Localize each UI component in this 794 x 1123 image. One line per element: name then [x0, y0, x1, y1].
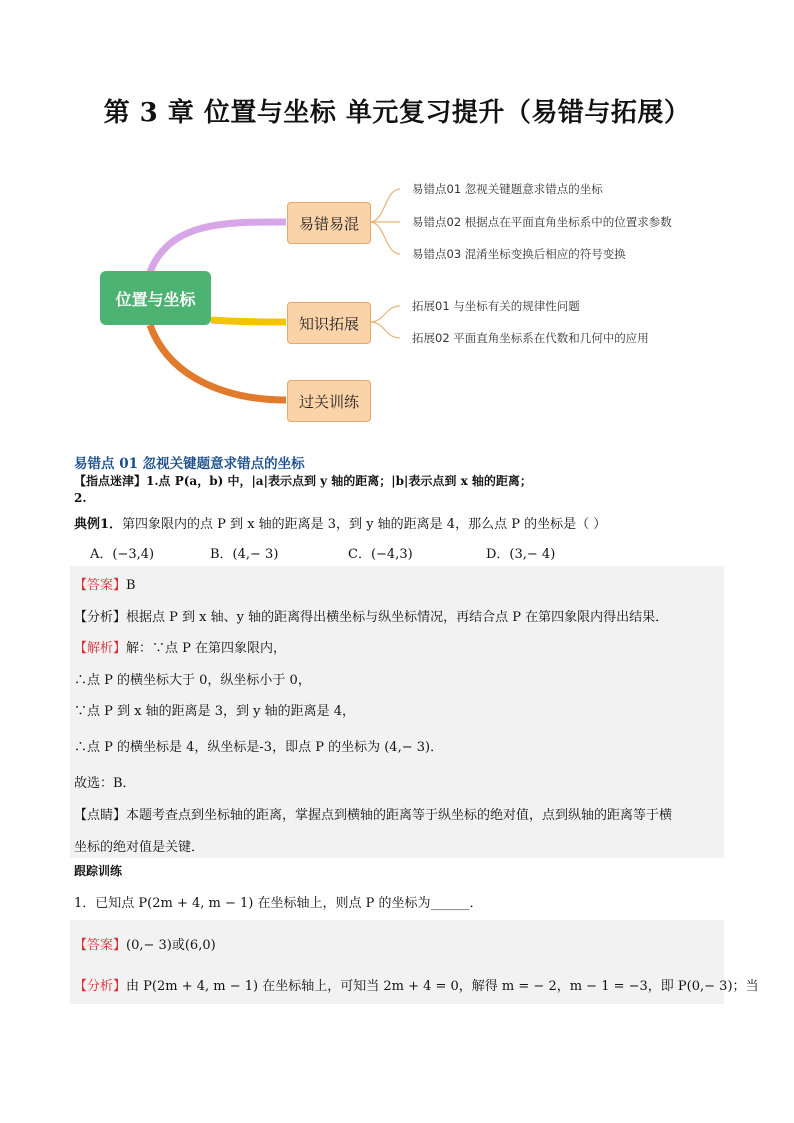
tip-text: 1.点 P(a，b) 中，|a|表示点到 y 轴的距离；|b|表示点到 x 轴的距离；: [146, 474, 532, 488]
mind-map-leaf: 易错点01 忽视关键题意求错点的坐标: [412, 182, 603, 196]
choice-b: B．(4,− 3): [210, 547, 279, 562]
mind-map-leaf: 易错点02 根据点在平面直角坐标系中的位置求参数: [412, 215, 672, 229]
solution-line-5: 故选：B．: [74, 776, 136, 791]
connector-leaf-4: [370, 306, 400, 322]
practice-answer-line: [74, 934, 216, 953]
page-title: 第 3 章 位置与坐标 单元复习提升（易错与拓展）: [103, 98, 691, 128]
choice-a: A．(−3,4): [90, 547, 155, 562]
tip-tag: 【指点迷津】: [74, 474, 147, 488]
section-heading: 易错点 01 忽视关键题意求错点的坐标: [74, 456, 305, 472]
connector-leaf-1: [370, 189, 400, 222]
mind-map-leaf: 拓展01 与坐标有关的规律性问题: [412, 299, 580, 313]
choice-c: C．(−4,3): [348, 547, 413, 562]
mind-map-branch-errors: 易错易混: [287, 202, 371, 244]
example-question: [74, 513, 606, 532]
practice-analysis-text: 由 P(2m + 4, m − 1) 在坐标轴上，可知当 2m + 4 = 0，解得 m = − 2，m − 1 = −3，即 P(0,− 3)；当: [126, 979, 759, 994]
solution-line-1: [74, 637, 286, 656]
mind-map-leaf: 易错点03 混淆坐标变换后相应的符号变换: [412, 247, 626, 261]
practice-answer-tag: 【答案】: [74, 938, 127, 953]
mind-map-root: 位置与坐标: [100, 271, 211, 325]
tip-item-2: 2.: [74, 491, 87, 505]
mind-map-leaf: 拓展02 平面直角坐标系在代数和几何中的应用: [412, 331, 649, 345]
mind-map-branch-training: 过关训练: [287, 380, 371, 422]
connector-branch-3: [150, 325, 286, 400]
example-text: 第四象限内的点 P 到 x 轴的距离是 3，到 y 轴的距离是 4，那么点 P 的坐标是（ ）: [122, 517, 607, 532]
connector-branch-1: [150, 222, 286, 272]
example-label: 典例1．: [74, 517, 123, 532]
practice-heading: 跟踪训练: [74, 864, 123, 878]
analysis-tag: 【分析】: [74, 610, 127, 625]
practice-answer-value: (0,− 3)或(6,0): [126, 938, 216, 953]
comment-line-2: 坐标的绝对值是关键．: [74, 840, 205, 855]
answer-value: B: [126, 578, 136, 593]
practice-question: 1．已知点 P(2m + 4, m − 1) 在坐标轴上，则点 P 的坐标为______．: [74, 896, 483, 911]
answer-tag: 【答案】: [74, 578, 127, 593]
tip-line: [74, 472, 532, 489]
solution-line-4: ∴点 P 的横坐标是 4，纵坐标是-3，即点 P 的坐标为 (4,− 3)．: [74, 740, 444, 755]
choice-d: D．(3,− 4): [486, 547, 556, 562]
connector-leaf-5: [370, 322, 400, 338]
mind-map-branch-extension: 知识拓展: [287, 302, 371, 344]
solution-line-2: ∴点 P 的横坐标大于 0，纵坐标小于 0，: [74, 673, 311, 688]
comment-text: 本题考查点到坐标轴的距离，掌握点到横轴的距离等于纵坐标的绝对值，点到纵轴的距离等于横: [126, 808, 673, 823]
mind-map-connectors: [0, 0, 794, 440]
analysis-line: [74, 606, 668, 625]
practice-analysis-tag: 【分析】: [74, 979, 127, 994]
solution-text: 解：∵点 P 在第四象限内，: [126, 641, 287, 656]
connector-branch-2: [211, 320, 286, 322]
solution-line-3: ∵点 P 到 x 轴的距离是 3，到 y 轴的距离是 4，: [74, 704, 356, 719]
connector-leaf-3: [370, 222, 400, 254]
comment-tag: 【点睛】: [74, 808, 127, 823]
analysis-text: 根据点 P 到 x 轴、y 轴的距离得出横坐标与纵坐标情况，再结合点 P 在第四象限内得出结果．: [126, 610, 669, 625]
solution-tag: 【解析】: [74, 641, 127, 656]
practice-analysis-line: [74, 975, 759, 994]
comment-line-1: [74, 804, 672, 823]
answer-line: [74, 574, 136, 593]
